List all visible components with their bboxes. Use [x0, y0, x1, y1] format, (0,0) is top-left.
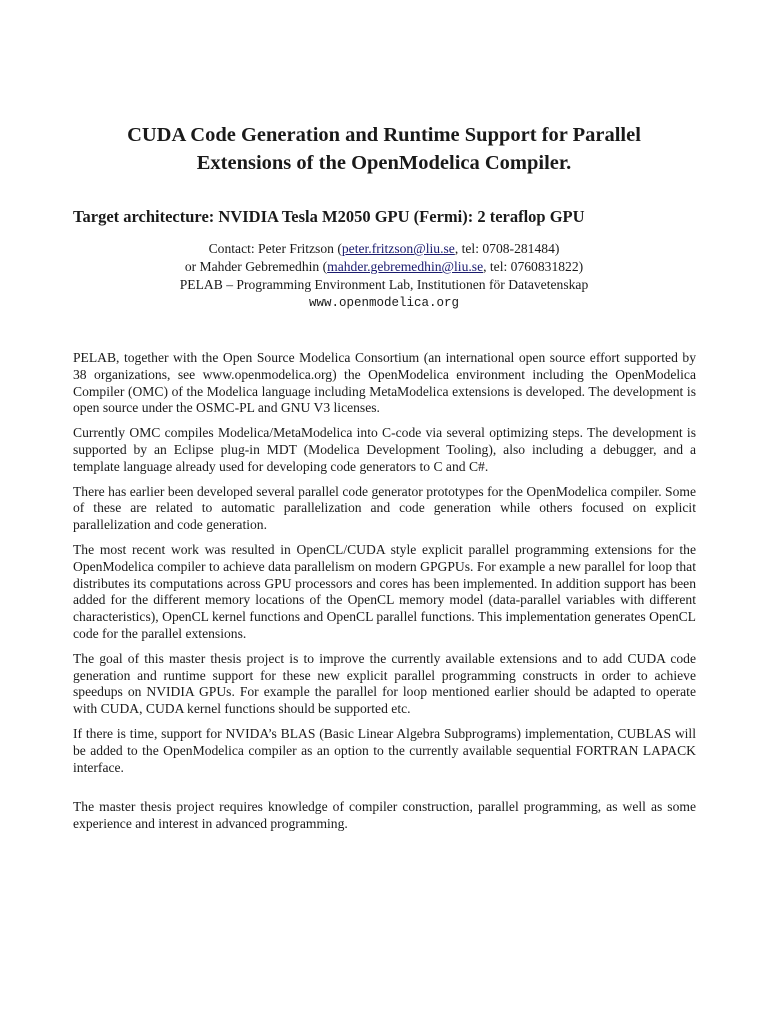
contact-line-1	[60, 240, 708, 258]
paragraph-5: The goal of this master thesis project is to improve the currently available extensions and to add CUDA code generation and runtime support for these new explicit parallel programming constructs in order to achieve speedups on NVIDIA GPUs. For example the parallel for loop mentioned earlier should be adapted to operate with CUDA, CUDA kernel functions should be supported etc.	[73, 650, 696, 717]
contact-line-2	[60, 258, 708, 276]
paragraph-6: If there is time, support for NVIDA’s BLAS (Basic Linear Algebra Subprograms) implementation, CUBLAS will be added to the OpenModelica compiler as an option to the currently available sequential FORTRAN LAPACK interface.	[73, 725, 696, 775]
title-line-2: Extensions of the OpenModelica Compiler.	[196, 152, 572, 174]
target-architecture-heading: Target architecture: NVIDIA Tesla M2050 GPU (Fermi): 2 teraflop GPU	[73, 207, 585, 226]
title-line-1: CUDA Code Generation and Runtime Support for Parallel	[127, 124, 641, 146]
contact-1-suffix: , tel: 0708-281484)	[454, 241, 560, 256]
email-link-mahder[interactable]: mahder.gebremedhin@liu.se	[327, 259, 484, 274]
contact-2-prefix: or Mahder Gebremedhin (	[184, 259, 328, 274]
body-text	[73, 350, 696, 841]
contact-block	[60, 240, 708, 312]
paragraph-2: Currently OMC compiles Modelica/MetaModelica into C-code via several optimizing steps. The development is supported by an Eclipse plug-in MDT (Modelica Development Tooling), also including a debugger, and a template language already used for developing code generators to C and C#.	[73, 425, 696, 474]
contact-line-3: PELAB – Programming Environment Lab, Institutionen för Datavetenskap	[179, 277, 589, 292]
website-url: www.openmodelica.org	[308, 296, 460, 310]
contact-1-prefix: Contact: Peter Fritzson (	[208, 241, 342, 256]
paragraph-7: The master thesis project requires knowledge of compiler construction, parallel programming, as well as some experience and interest in advanced programming.	[73, 799, 696, 832]
paragraph-1: PELAB, together with the Open Source Modelica Consortium (an international open source effort supported by 38 organizations, see www.openmodelica.org) the OpenModelica environment including the OpenModelica Compiler (OMC) of the Modelica language including MetaModelica extensions is developed. The development is open source under the OSMC-PL and GNU V3 licenses.	[73, 350, 696, 416]
document-title	[60, 121, 708, 177]
paragraph-3: There has earlier been developed several parallel code generator prototypes for the OpenModelica compiler. Some of these are related to automatic parallelization and code generation while others focused on explicit parallelization and code generation.	[73, 483, 696, 533]
paragraph-4: The most recent work was resulted in OpenCL/CUDA style explicit parallel programming extensions for the OpenModelica compiler to achieve data parallelism on modern GPGPUs. For example a new parallel for loop that distributes its computations across GPU processors and cores has been implemented. In addition support has been added for the different memory locations of the OpenCL memory model (data-parallel variables with different characteristics), OpenCL kernel functions and OpenCL parallel functions. This implementation generates OpenCL code for the parallel extensions.	[73, 541, 696, 641]
email-link-peter[interactable]: peter.fritzson@liu.se	[341, 241, 455, 256]
contact-2-suffix: , tel: 0760831822)	[483, 259, 584, 274]
